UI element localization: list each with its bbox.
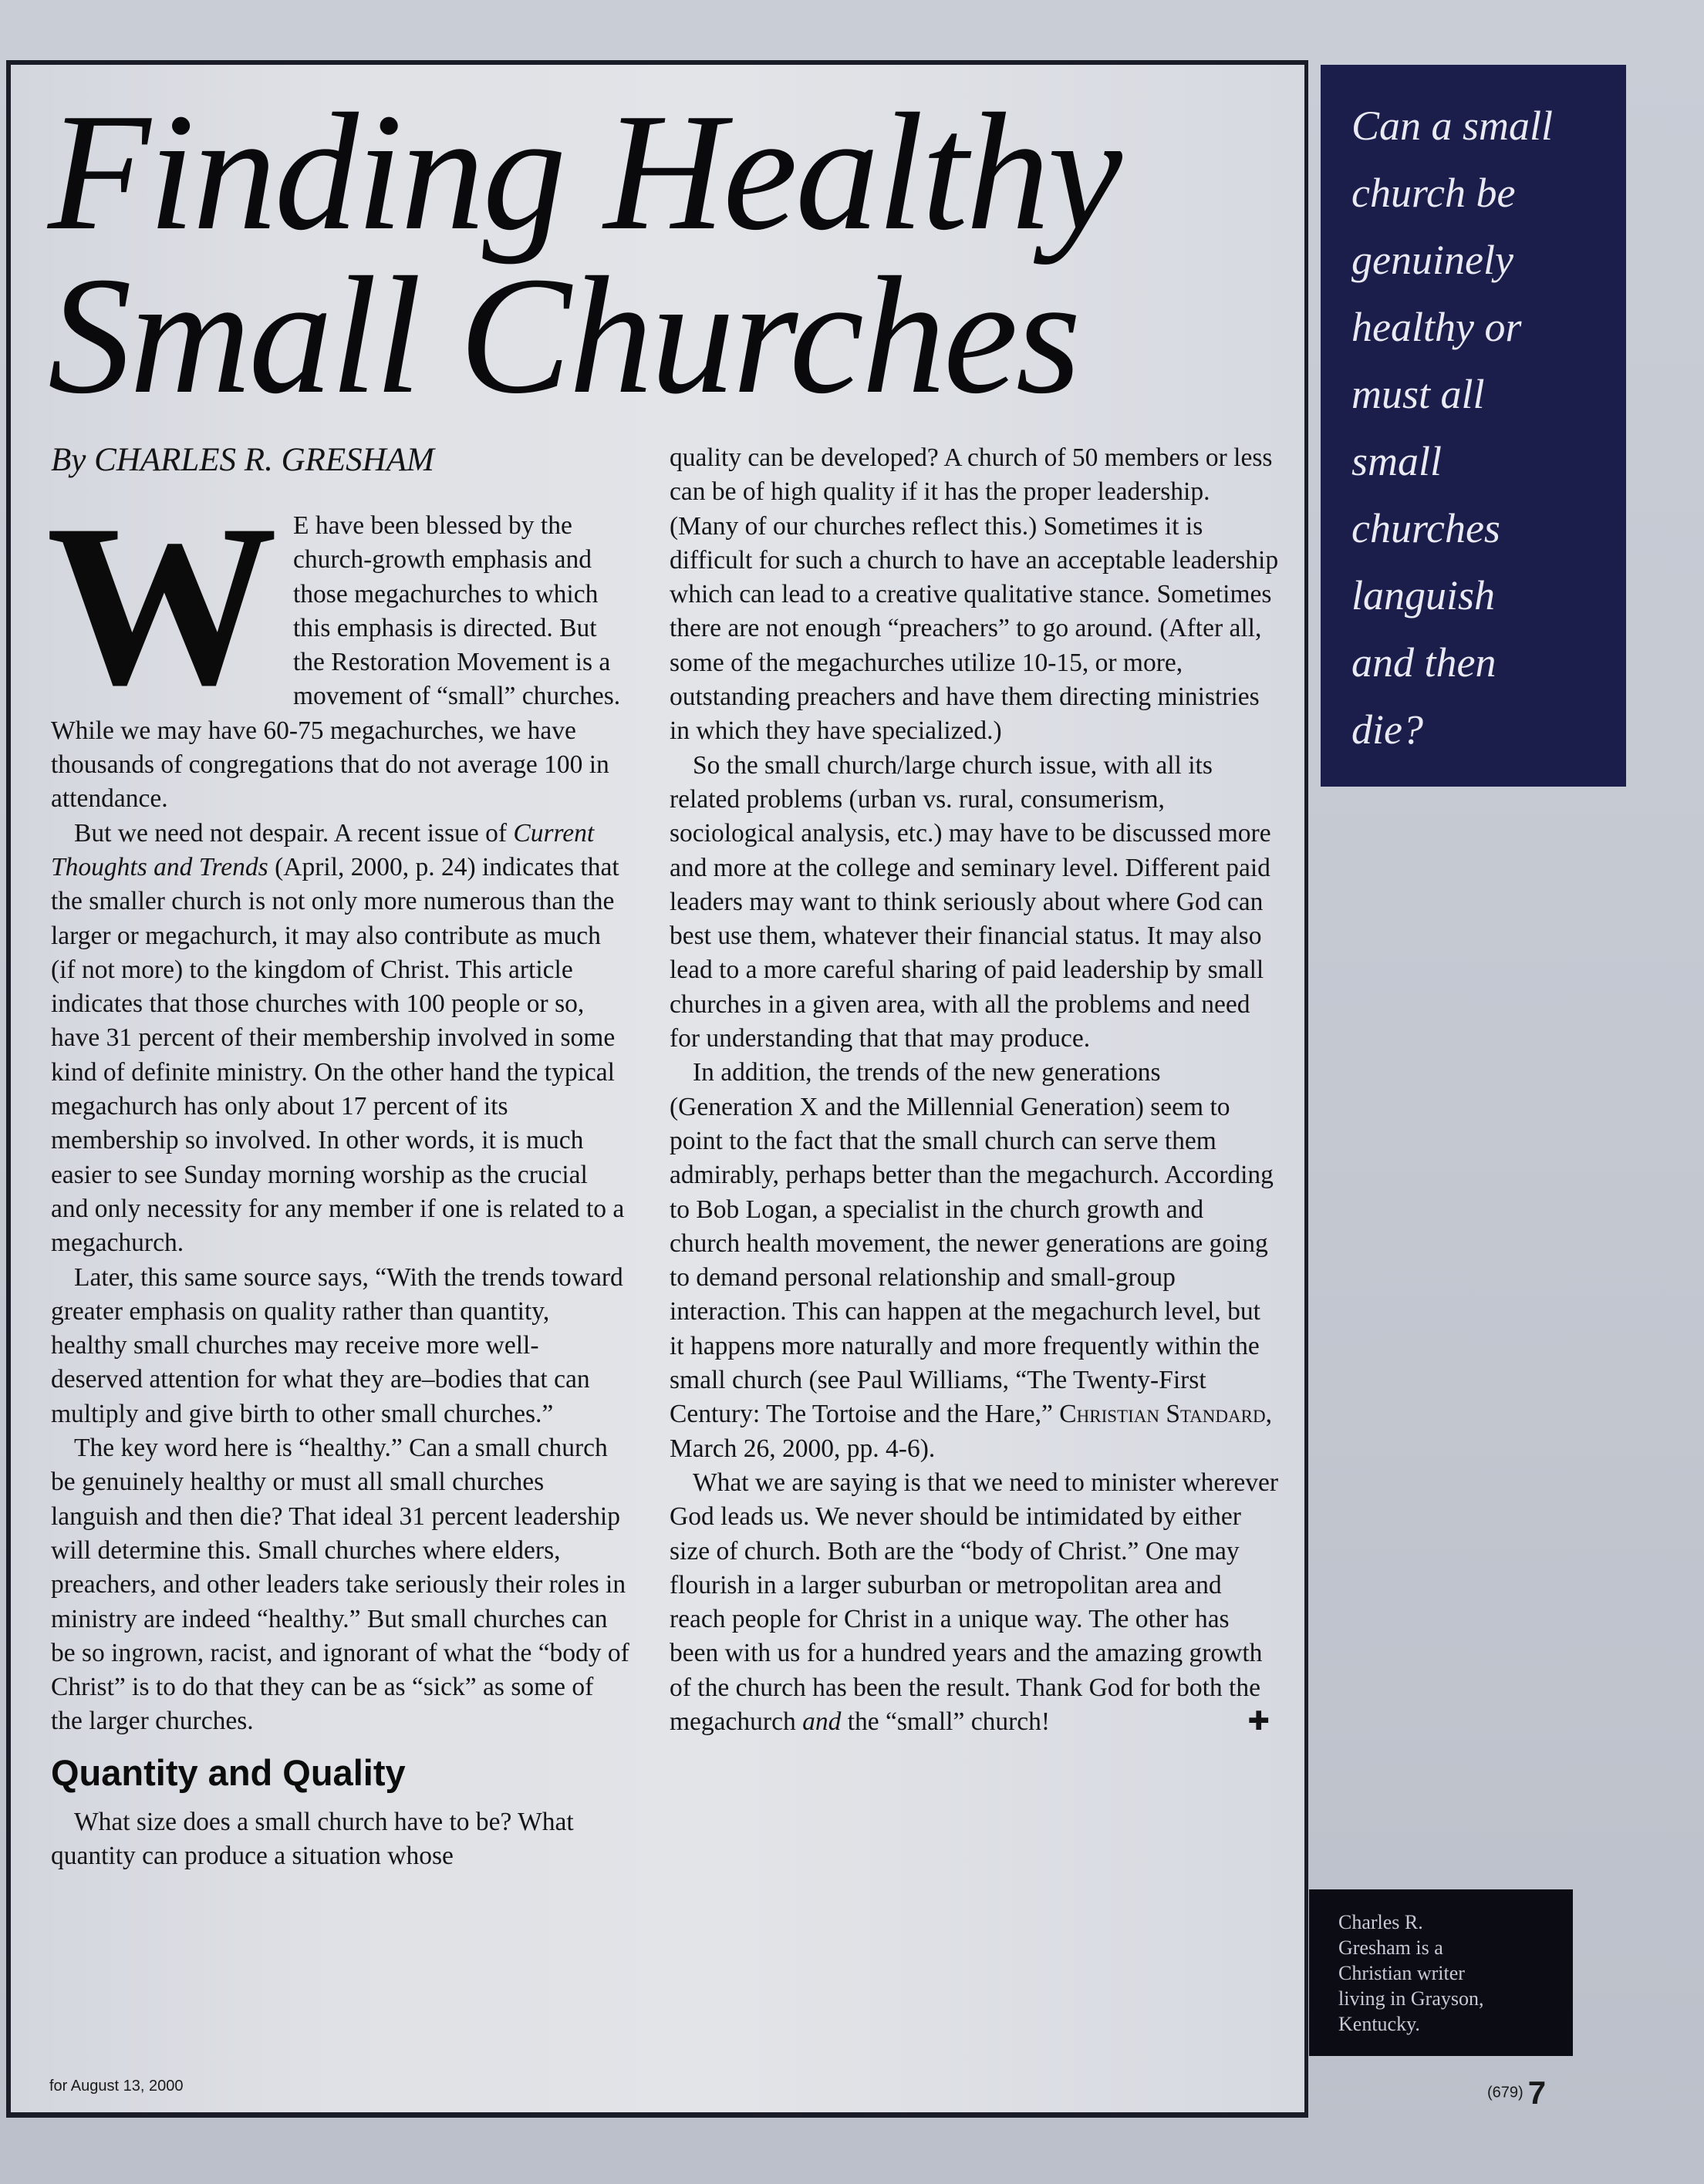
author-bio-line: Christian writer bbox=[1338, 1962, 1465, 1984]
pull-quote-line: languish bbox=[1351, 572, 1496, 618]
paragraph-4: The key word here is “healthy.” Can a small church be genuinely healthy or must all small churches languish and then die? That ideal 31 percent leadership will determine this. Small churches where elders, preachers, and other leaders take seriously their roles in ministry are indeed “healthy.” But small churches can be so ingrown, racist, and ignorant of what the “body of Christ” is to do that they can be as “sick” as some of the larger churches. bbox=[51, 1434, 629, 1736]
footer-date: for August 13, 2000 bbox=[49, 2078, 184, 2095]
paragraph-6: quality can be developed? A church of 50 members or less can be of high quality if it has the proper leadership. (Many of our churches reflect this.) Sometimes it is difficult for such a church to have an acceptable leadership which can lead to a creative qualitative stance. Sometimes there are not enough “preachers” to go around. (After all, some of the megachurches utilize 10-15, or more, outstanding preachers and have them directing ministries in which they have specialized.) bbox=[670, 443, 1279, 746]
page-footer bbox=[1487, 2074, 1546, 2112]
pull-quote-line: die? bbox=[1351, 706, 1423, 753]
page-number: 7 bbox=[1527, 2074, 1547, 2111]
subheading: Quantity and Quality bbox=[51, 1751, 406, 1793]
author-bio-line: living in Grayson, bbox=[1338, 1987, 1484, 2010]
pull-quote-line: healthy or bbox=[1351, 304, 1522, 350]
paragraph-5: What size does a small church have to be? What quantity can produce a situation whose bbox=[51, 1807, 574, 1870]
paragraph-9-text-b: the “small” church! bbox=[841, 1707, 1050, 1736]
author-bio-line: Gresham is a bbox=[1338, 1936, 1443, 1959]
source-title: Current Thoughts and Trends bbox=[51, 818, 595, 881]
column-1 bbox=[46, 477, 629, 1873]
title-line-2: Small Churches bbox=[48, 243, 1079, 429]
author-bio bbox=[1309, 1889, 1573, 2056]
paragraph-2 bbox=[51, 817, 629, 1261]
paragraph-1 bbox=[46, 477, 629, 817]
paragraph-2-text-a: But we need not despair. A recent issue of bbox=[74, 818, 514, 848]
paragraph-1-text: E have been blessed by the church-growth emphasis and those megachurches to which this emphasis is directed. But the Restoration Movement is a movement of “small” churches. While we may have 60-75 megachurches, we have thousands of congregations that do not average 100 in attendance. bbox=[51, 511, 621, 814]
author-bio-line: Charles R. bbox=[1338, 1911, 1423, 1933]
end-mark-icon: ✚ bbox=[1247, 1707, 1270, 1736]
publication-name: Christian Standard bbox=[1059, 1400, 1266, 1429]
pull-quote-line: Can a small bbox=[1351, 103, 1554, 149]
paragraph-2-text-b: (April, 2000, p. 24) indicates that the smaller church is not only more numerous than the larger or megachurch, it may also contribute as much (if not more) to the kingdom of Christ. This article indicates that those churches with 100 people or so, have 31 percent of their membership involved in some kind of definite ministry. On the other hand the typical megachurch has only about 17 percent of its membership so involved. In other words, it is much easier to see Sunday morning worship as the crucial and only necessity for any member if one is related to a megachurch. bbox=[51, 852, 625, 1258]
byline: By CHARLES R. GRESHAM bbox=[51, 442, 434, 478]
pull-quote-line: church be bbox=[1351, 170, 1516, 216]
paragraph-9-text-a: What we are saying is that we need to minister wherever God leads us. We never should be intimidated by either size of church. Both are the “body of Christ.” One may flourish in a larger suburban or metropolitan area and reach people for Christ in a unique way. The other has been with us for a hundred years and the amazing growth of the church has been the result. Thank God for both the megachurch bbox=[670, 1468, 1279, 1736]
article-title bbox=[48, 79, 1282, 429]
pull-quote-line: small bbox=[1351, 438, 1442, 484]
pull-quote-line: and then bbox=[1351, 639, 1496, 686]
pull-quote bbox=[1321, 65, 1626, 787]
author-bio-line: Kentucky. bbox=[1338, 2013, 1420, 2035]
column-2 bbox=[670, 441, 1279, 1739]
pull-quote-line: must all bbox=[1351, 371, 1485, 417]
emphasis-and: and bbox=[802, 1707, 842, 1736]
issue-page-number: (679) bbox=[1487, 2084, 1523, 2101]
paragraph-8-text-b: , March 26, 2000, pp. 4-6). bbox=[670, 1400, 1272, 1463]
paragraph-8-text-a: In addition, the trends of the new generations (Generation X and the Millennial Generation) seem to point to the fact that the small church can serve them admirably, perhaps better than the megachurch. According to Bob Logan, a specialist in the church growth and church health movement, the newer generations are going to demand personal relationship and small-group interaction. This can happen at the megachurch level, but it happens more naturally and more frequently within the small church (see Paul Williams, “The Twenty-First Century: The Tortoise and the Hare,” bbox=[670, 1058, 1274, 1429]
title-line-1: Finding Healthy bbox=[48, 79, 1120, 265]
pull-quote-line: churches bbox=[1351, 505, 1500, 551]
drop-cap: W bbox=[46, 477, 278, 733]
paragraph-3: Later, this same source says, “With the trends toward greater emphasis on quality rather than quantity, healthy small churches may receive more well-deserved attention for what they are–bodies that can multiply and give birth to other small churches.” bbox=[51, 1262, 623, 1428]
paragraph-9 bbox=[670, 1466, 1279, 1739]
paragraph-8 bbox=[670, 1056, 1279, 1466]
paragraph-7: So the small church/large church issue, with all its related problems (urban vs. rural, consumerism, sociological analysis, etc.) may have to be discussed more and more at the college and seminary level. Different paid leaders may want to think seriously about where God can best use them, whatever their financial status. It may also lead to a more careful sharing of paid leadership by small churches in a given area, with all the problems and need for understanding that that may produce. bbox=[670, 750, 1271, 1053]
pull-quote-line: genuinely bbox=[1351, 237, 1513, 283]
